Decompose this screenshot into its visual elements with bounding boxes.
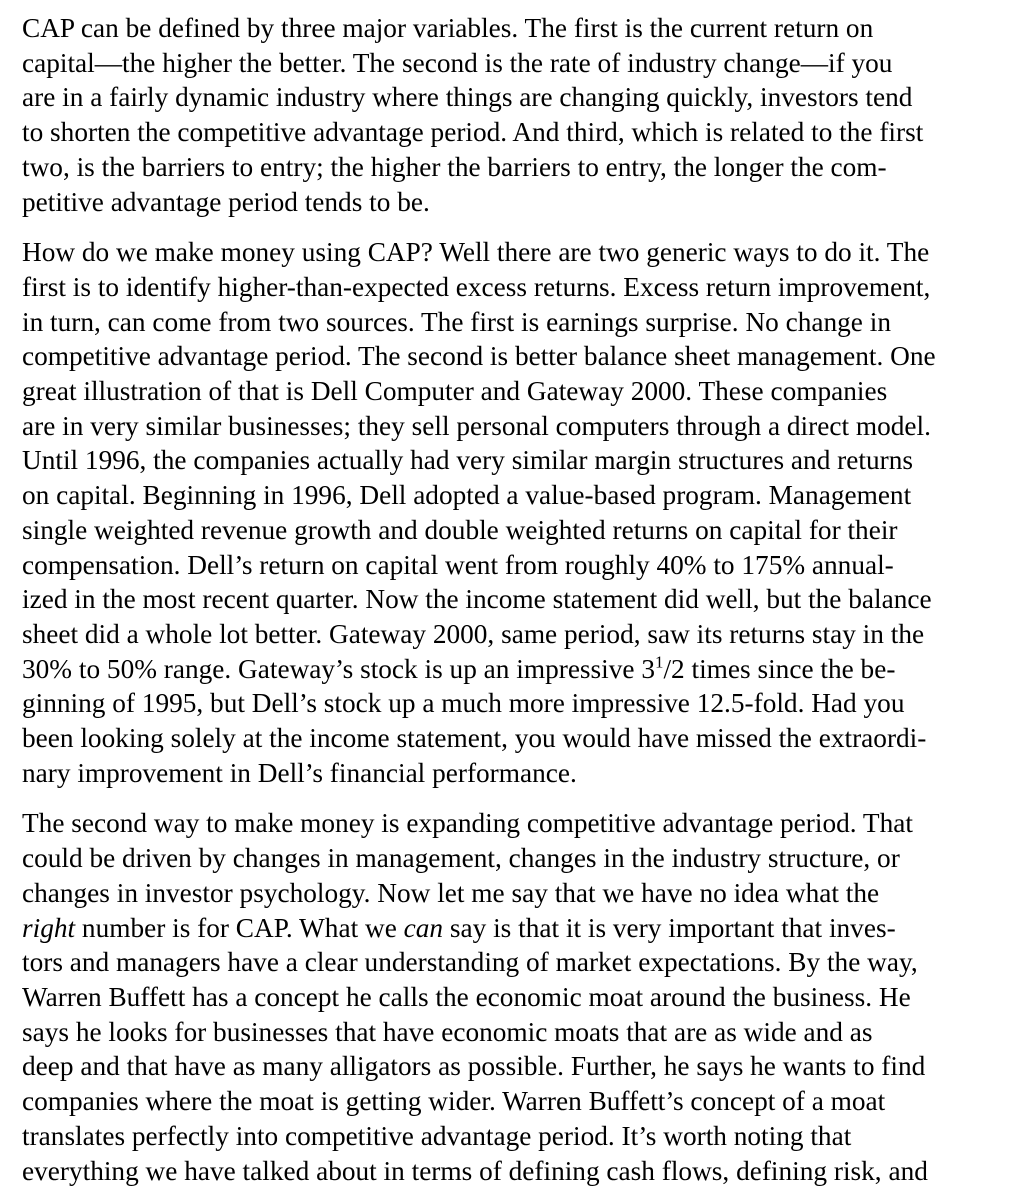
- text-line: everything we have talked about in terms of defining cash flows, defining risk, and: [22, 1155, 928, 1186]
- text-line: petitive advantage period tends to be.: [22, 186, 430, 217]
- text-line: two, is the barriers to entry; the higher the barriers to entry, the longer the com-: [22, 151, 887, 182]
- text-line: right number is for CAP. What we can say is that it is very important that inves-: [22, 912, 896, 943]
- text-line: 30% to 50% range. Gateway’s stock is up an impressive $3^1/2$ times since the be-: [22, 652, 896, 684]
- text-line: The second way to make money is expanding competitive advantage period. That: [22, 808, 913, 839]
- text-line: CAP can be defined by three major variables. The first is the current return on: [22, 13, 874, 43]
- emphasis-text: can: [403, 912, 444, 943]
- paragraph: [22, 235, 993, 790]
- text-line: nary improvement in Dell’s financial performance.: [22, 757, 577, 788]
- text-line: Warren Buffett has a concept he calls the economic moat around the business. He: [22, 981, 911, 1012]
- text-line: competitive advantage period. The second is better balance sheet management. One: [22, 341, 936, 372]
- text-line: been looking solely at the income statement, you would have missed the extraordi-: [22, 723, 927, 754]
- text-line: on capital. Beginning in 1996, Dell adopted a value-based program. Management: [22, 480, 912, 511]
- text-line: sheet did a whole lot better. Gateway 2000, same period, saw its returns stay in the: [22, 618, 925, 649]
- text-line: could be driven by changes in management, changes in the industry structure, or: [22, 843, 900, 874]
- text-line: tors and managers have a clear understanding of market expectations. By the way,: [22, 947, 918, 978]
- text-line: single weighted revenue growth and double weighted returns on capital for their: [22, 514, 898, 545]
- text-line: ized in the most recent quarter. Now the income statement did well, but the balance: [22, 584, 932, 615]
- text-line: translates perfectly into competitive advantage period. It’s worth noting that: [22, 1120, 852, 1151]
- text-line: says he looks for businesses that have economic moats that are as wide and as: [22, 1016, 873, 1047]
- document-body: [22, 11, 993, 1188]
- text-line: great illustration of that is Dell Computer and Gateway 2000. These companies: [22, 376, 888, 407]
- superscript-text: 1: [655, 652, 664, 672]
- text-line: capital—the higher the better. The second is the rate of industry change—if you: [22, 47, 893, 78]
- text-line: Until 1996, the companies actually had very similar margin structures and returns: [22, 445, 913, 476]
- text-line: ginning of 1995, but Dell’s stock up a much more impressive 12.5-fold. Had you: [22, 688, 905, 719]
- text-line: companies where the moat is getting wider. Warren Buffett’s concept of a moat: [22, 1086, 886, 1117]
- text-line: to shorten the competitive advantage period. And third, which is related to the first: [22, 117, 924, 148]
- text-line: in turn, can come from two sources. The first is earnings surprise. No change in: [22, 306, 891, 337]
- text-line: changes in investor psychology. Now let me say that we have no idea what the: [22, 877, 880, 908]
- text-line: How do we make money using CAP? Well there are two generic ways to do it. The: [22, 237, 930, 268]
- paragraph: [22, 806, 993, 1188]
- text-line: deep and that have as many alligators as possible. Further, he says he wants to find: [22, 1051, 926, 1082]
- text-line: compensation. Dell’s return on capital went from roughly 40% to 175% annual-: [22, 549, 894, 580]
- text-line: first is to identify higher-than-expected excess returns. Excess return improvement,: [22, 271, 931, 302]
- text-line: are in very similar businesses; they sell personal computers through a direct model.: [22, 410, 931, 441]
- text-line: are in a fairly dynamic industry where things are changing quickly, investors tend: [22, 82, 913, 113]
- paragraph: [22, 11, 993, 219]
- emphasis-text: right: [22, 912, 76, 943]
